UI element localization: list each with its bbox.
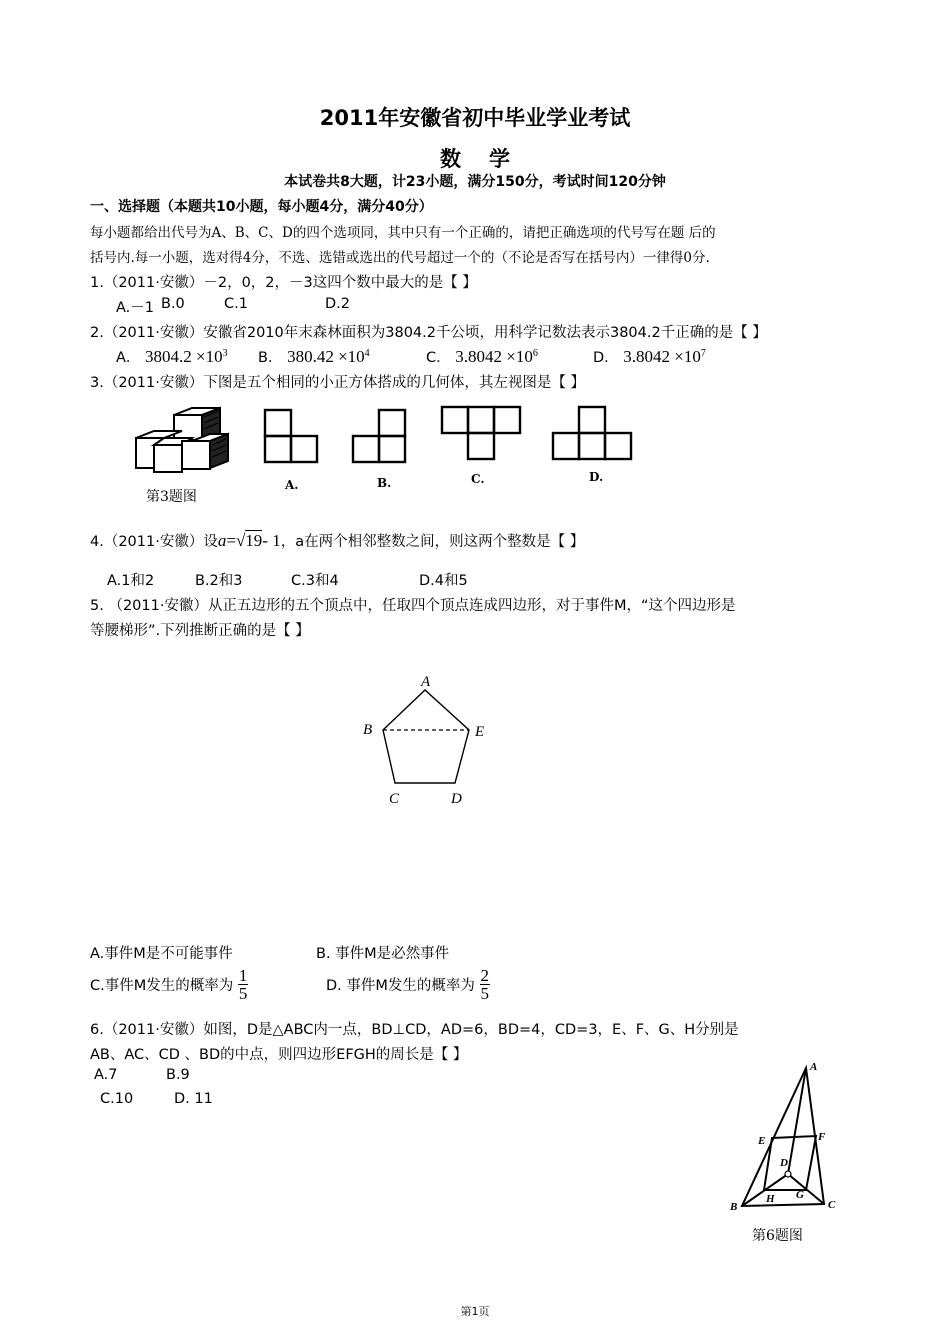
- q2-option-c: [426, 346, 538, 367]
- q6-option-b: B.9: [166, 1067, 190, 1083]
- q4-option-b: B.2和3: [195, 573, 243, 589]
- q2-option-b-label: B．: [258, 350, 283, 366]
- q3-figure-caption: 第3题图: [146, 489, 197, 505]
- q5-option-c-fraction: [238, 967, 249, 1002]
- instructions-line-2: 括号内.每一小题，选对得4分，不选、选错或选出的代号超过一个的（不论是否写在括号内）一律得0分.: [90, 250, 710, 266]
- q5-stem-line-2: 等腰梯形”.下列推断正确的是【 】: [90, 623, 310, 639]
- subject-title: 数学: [440, 147, 538, 171]
- exam-info: 本试卷共8大题，计23小题，满分150分，考试时间120分钟: [284, 174, 666, 190]
- q5-option-d-text: D. 事件M发生的概率为: [326, 978, 475, 994]
- q6-stem-line-2: AB、AC、CD 、BD的中点，则四边形EFGH的周长是【 】: [90, 1047, 468, 1063]
- q4-option-a: A.1和2: [107, 573, 155, 589]
- q1-option-a: A.－1: [116, 300, 154, 316]
- q3-stem: 3.（2011·安徽）下图是五个相同的小正方体搭成的几何体，其左视图是【 】: [90, 375, 585, 391]
- q4-option-c: C.3和4: [291, 573, 339, 589]
- q1-option-d: D.2: [325, 296, 350, 312]
- q4-radicand: 19: [245, 531, 263, 550]
- q3-option-c-label: C.: [471, 472, 485, 486]
- q5-option-d-fraction: [480, 967, 491, 1002]
- q4-stem: [90, 530, 584, 551]
- q6-option-c: C.10: [100, 1091, 134, 1107]
- triangle-point-f: F: [818, 1131, 826, 1143]
- q1-option-b: B.0: [161, 296, 185, 312]
- q4-option-d: D.4和5: [419, 573, 468, 589]
- q5-option-d: [326, 967, 490, 1002]
- instructions-line-1: 每小题都给出代号为A、B、C、D的四个选项同，其中只有一个正确的，请把正确选项的代号写在题 后的: [90, 225, 716, 241]
- q3-option-b-figure: [351, 408, 411, 468]
- q6-triangle-figure: [726, 1056, 846, 1216]
- q5-option-b: B. 事件M是必然事件: [316, 946, 450, 962]
- pentagon-vertex-b: B: [363, 722, 373, 738]
- q2-option-a-exp: 3: [222, 348, 228, 360]
- q5-option-d-numerator: 2: [480, 966, 490, 985]
- q2-option-d: [593, 346, 706, 367]
- section-heading: 一、选择题（本题共10小题，每小题4分，满分40分）: [90, 199, 433, 215]
- q2-option-a: [116, 346, 228, 367]
- triangle-point-a: A: [810, 1061, 818, 1073]
- q6-figure-caption: 第6题图: [752, 1228, 803, 1244]
- triangle-point-b: B: [730, 1201, 738, 1213]
- pentagon-vertex-d: D: [451, 791, 462, 807]
- q2-option-b: [258, 346, 370, 367]
- q4-variable-a: a: [217, 531, 227, 550]
- q3-option-c-figure: [440, 405, 522, 463]
- q3-cube-stack-figure: [130, 405, 234, 475]
- q5-option-a: A.事件M是不可能事件: [90, 946, 233, 962]
- q4-equals: =: [226, 531, 236, 550]
- q2-option-d-label: D．: [593, 350, 619, 366]
- q5-pentagon-figure: [355, 670, 495, 810]
- q2-option-c-value: 3.8042 ×10: [455, 347, 533, 366]
- q5-option-c-denominator: 5: [238, 984, 248, 1003]
- q5-option-c-numerator: 1: [238, 966, 248, 985]
- triangle-point-e: E: [758, 1135, 766, 1147]
- q6-option-d: D. 11: [174, 1091, 213, 1107]
- q2-option-b-value: 380.42 ×10: [287, 347, 365, 366]
- q3-option-d-label: D.: [589, 470, 604, 484]
- q3-option-d-figure: [551, 405, 633, 463]
- pentagon-vertex-c: C: [389, 791, 400, 807]
- pentagon-vertex-e: E: [475, 724, 485, 740]
- q5-option-c: [90, 967, 248, 1002]
- q6-stem-line-1: 6.（2011·安徽）如图，D是△ABC内一点，BD⊥CD，AD=6，BD=4，CD=3，E、F、G、H分别是: [90, 1022, 739, 1038]
- q5-option-d-denominator: 5: [480, 984, 490, 1003]
- q3-option-a-figure: [263, 408, 323, 468]
- exam-title: 2011年安徽省初中毕业学业考试: [319, 106, 631, 130]
- q1-option-c: C.1: [224, 296, 248, 312]
- triangle-point-c: C: [828, 1199, 836, 1211]
- triangle-point-d: D: [780, 1157, 788, 1169]
- q1-stem: 1.（2011·安徽）－2，0，2，－3这四个数中最大的是【 】: [90, 275, 477, 291]
- q2-option-c-exp: 6: [532, 348, 538, 360]
- q6-option-a: A.7: [94, 1067, 118, 1083]
- q5-stem-line-1: 5. （2011·安徽）从正五边形的五个顶点中，任取四个顶点连成四边形，对于事件M，“这个四边形是: [90, 598, 736, 614]
- triangle-point-g: G: [796, 1189, 804, 1201]
- q2-stem: 2.（2011·安徽）安徽省2010年末森林面积为3804.2千公顷，用科学记数法表示3804.2千正确的是【 】: [90, 325, 767, 341]
- q3-option-b-label: B.: [377, 476, 392, 490]
- q5-option-c-text: C.事件M发生的概率为: [90, 978, 234, 994]
- q2-option-d-value: 3.8042 ×10: [623, 347, 701, 366]
- q2-option-b-exp: 4: [364, 348, 370, 360]
- q2-option-a-label: A．: [116, 350, 141, 366]
- q4-stem-prefix: 4.（2011·安徽）设: [90, 534, 218, 550]
- page-number: 第1页: [460, 1305, 490, 1318]
- q4-minus-one: - 1: [262, 531, 281, 550]
- q2-option-d-exp: 7: [700, 348, 706, 360]
- q2-option-c-label: C．: [426, 350, 451, 366]
- q4-stem-suffix: ，a在两个相邻整数之间，则这两个整数是【 】: [280, 534, 585, 550]
- q3-option-a-label: A.: [285, 478, 299, 492]
- q2-option-a-value: 3804.2 ×10: [145, 347, 223, 366]
- sqrt-icon: √: [235, 531, 246, 550]
- triangle-point-h: H: [766, 1193, 775, 1205]
- pentagon-vertex-a: A: [421, 674, 431, 690]
